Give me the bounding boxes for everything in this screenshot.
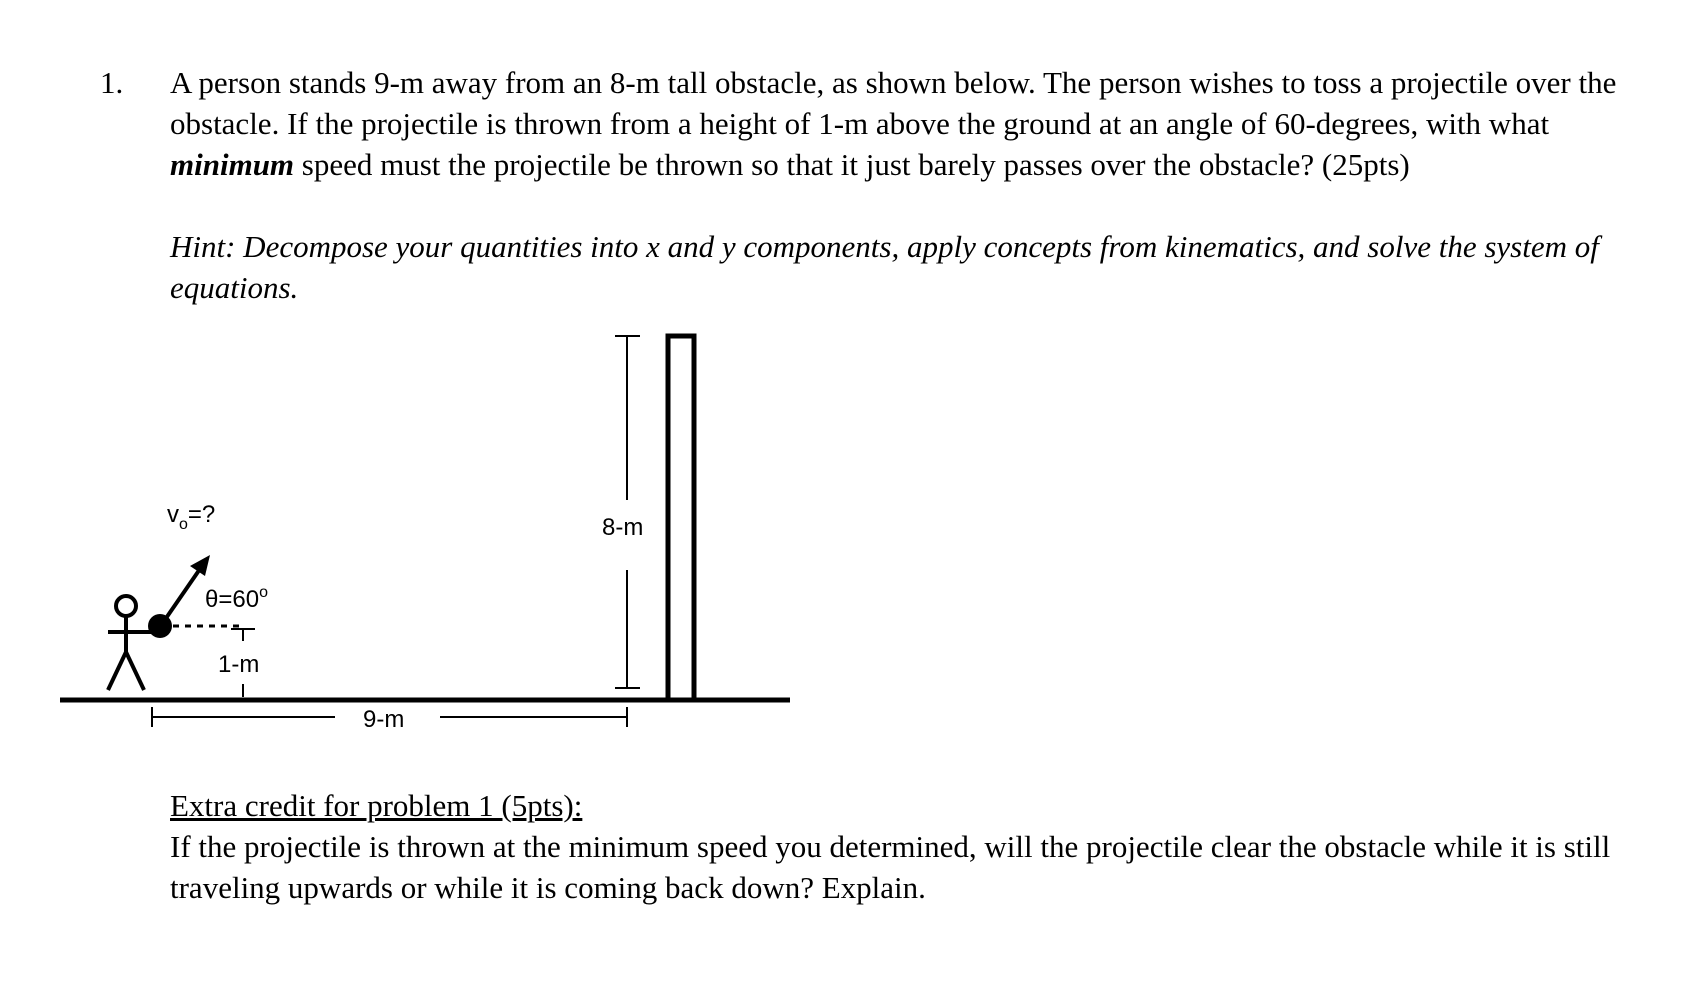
obstacle-height-label: 8-m (602, 514, 644, 541)
problem-text-before: A person stands 9-m away from an 8-m tall obstacle, as shown below. The person wishes to toss a projectile over the obstacle. If the projectile is thrown from a height of 1-m above the ground at an angle of 60-degrees, with what (170, 65, 1617, 141)
extra-credit-text: If the projectile is thrown at the minimum speed you determined, will the projectile clear the obstacle while it is still traveling upwards or while it is coming back down? Explain. (170, 829, 1611, 905)
problem-hint: Hint: Decompose your quantities into x and y components, apply concepts from kinematics, and solve the system of equations. (170, 229, 1599, 305)
distance-label: 9-m (363, 706, 405, 733)
extra-credit (170, 785, 1630, 908)
problem-text-after: speed must the projectile be thrown so that it just barely passes over the obstacle? (25pts) (294, 147, 1410, 182)
problem-emphasis: minimum (170, 147, 295, 182)
person-stick-figure (108, 596, 158, 690)
launch-height-label: 1-m (218, 651, 260, 678)
extra-credit-title: Extra credit for problem 1 (5pts): (170, 788, 583, 823)
v0-label: $v_o=$? (167, 501, 216, 533)
velocity-arrow (162, 566, 202, 624)
angle-label: $\theta=60^o$ (205, 584, 268, 613)
obstacle (668, 336, 694, 700)
problem-number: 1. (100, 65, 124, 100)
velocity-arrowhead (190, 555, 210, 576)
